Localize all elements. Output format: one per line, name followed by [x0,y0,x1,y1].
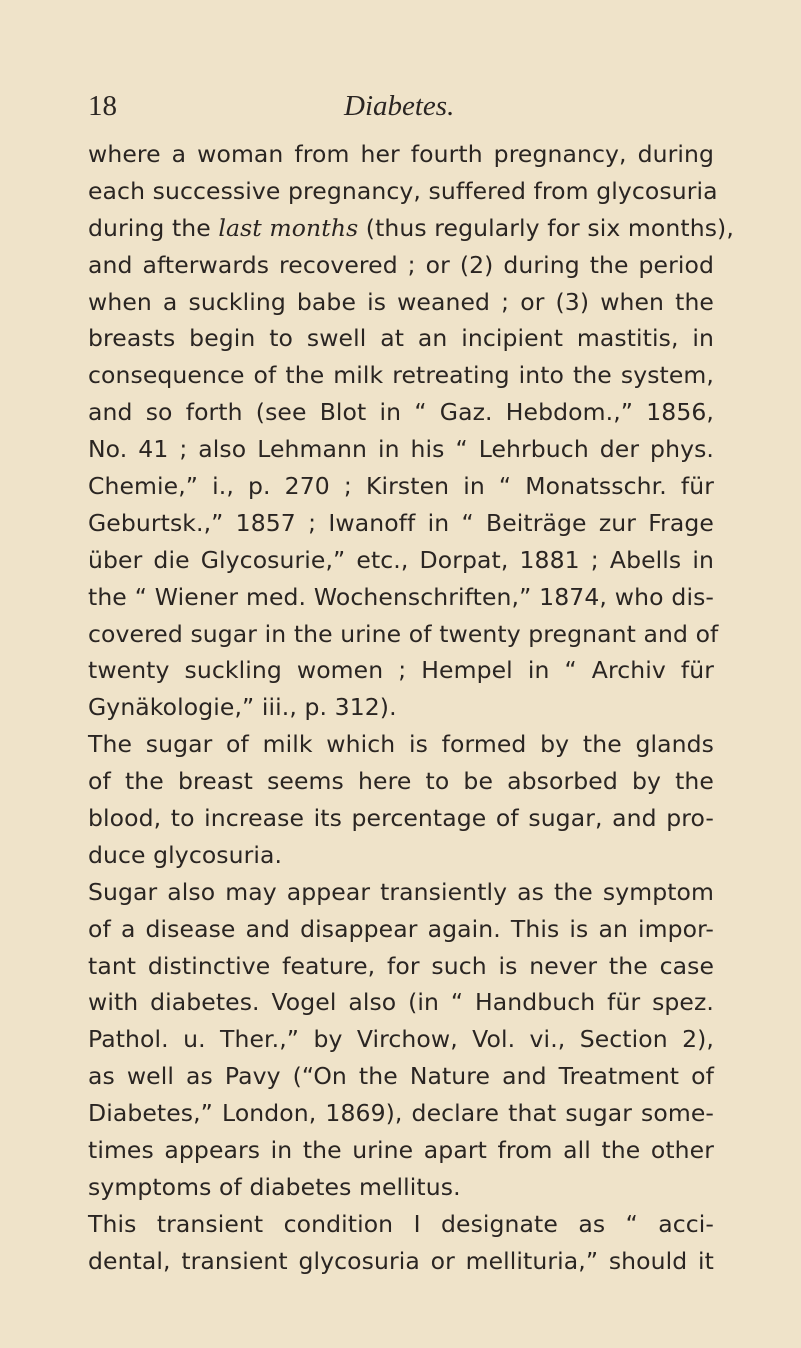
page-number: 18 [88,90,117,122]
text-fragment: during the [88,213,219,242]
paragraph-start-line: Sugar also may appear transiently as the symptom [88,877,714,906]
paragraph-end-line: duce glycosuria. [88,840,283,869]
paragraph-end-line: symptoms of diabetes mellitus. [88,1172,461,1201]
text-line: dental, transient glycosuria or mellituria,” should it [88,1246,714,1275]
body-text [88,136,734,1280]
text-line: tant distinctive feature, for such is never the case [88,951,714,980]
text-line: each successive pregnancy, suffered from glycosuria [88,176,718,205]
text-line: times appears in the urine apart from all the other [88,1136,714,1165]
text-line: Pathol. u. Ther.,” by Virchow, Vol. vi., Section 2), [88,1025,714,1054]
paragraph-start-line: This transient condition I designate as “ acci- [88,1209,714,1238]
text-line: breasts begin to swell at an incipient mastitis, in [88,324,714,353]
text-line: of the breast seems here to be absorbed by the [88,767,714,796]
text-line: of a disease and disappear again. This is an impor- [88,914,714,943]
paragraph-start-line: The sugar of milk which is formed by the glands [88,730,714,759]
text-line: with diabetes. Vogel also (in “ Handbuch für spez. [88,988,714,1017]
text-line: when a suckling babe is weaned ; or (3) when the [88,287,714,316]
text-line: Diabetes,” London, 1869), declare that sugar some- [88,1099,714,1128]
text-line: twenty suckling women ; Hempel in “ Archiv für [88,656,714,685]
text-line: and so forth (see Blot in “ Gaz. Hebdom.,” 1856, [88,398,714,427]
text-line: covered sugar in the urine of twenty pregnant and of [88,619,719,648]
text-line: as well as Pavy (“On the Nature and Treatment of [88,1062,714,1091]
text-line: über die Glycosurie,” etc., Dorpat, 1881 ; Abells in [88,545,714,574]
text-line: No. 41 ; also Lehmann in his “ Lehrbuch der phys. [88,435,714,464]
text-line: Chemie,” i., p. 270 ; Kirsten in “ Monatsschr. für [88,472,714,501]
running-head [88,86,708,126]
text-line: where a woman from her fourth pregnancy, during [88,140,714,168]
text-line: the “ Wiener med. Wochenschriften,” 1874, who dis- [88,582,714,611]
running-title: Diabetes. [344,90,455,122]
text-line: consequence of the milk retreating into the system, [88,361,714,390]
text-fragment: (thus regularly for six months), [358,213,734,242]
paragraph-end-line: Gynäkologie,” iii., p. 312). [88,693,397,722]
text-line: Geburtsk.,” 1857 ; Iwanoff in “ Beiträge zur Frage [88,508,714,537]
text-line-with-emphasis [88,210,734,247]
text-line: blood, to increase its percentage of sugar, and pro- [88,804,714,833]
text-line: and afterwards recovered ; or (2) during the period [88,250,714,279]
emphasized-text: last months [218,213,359,242]
